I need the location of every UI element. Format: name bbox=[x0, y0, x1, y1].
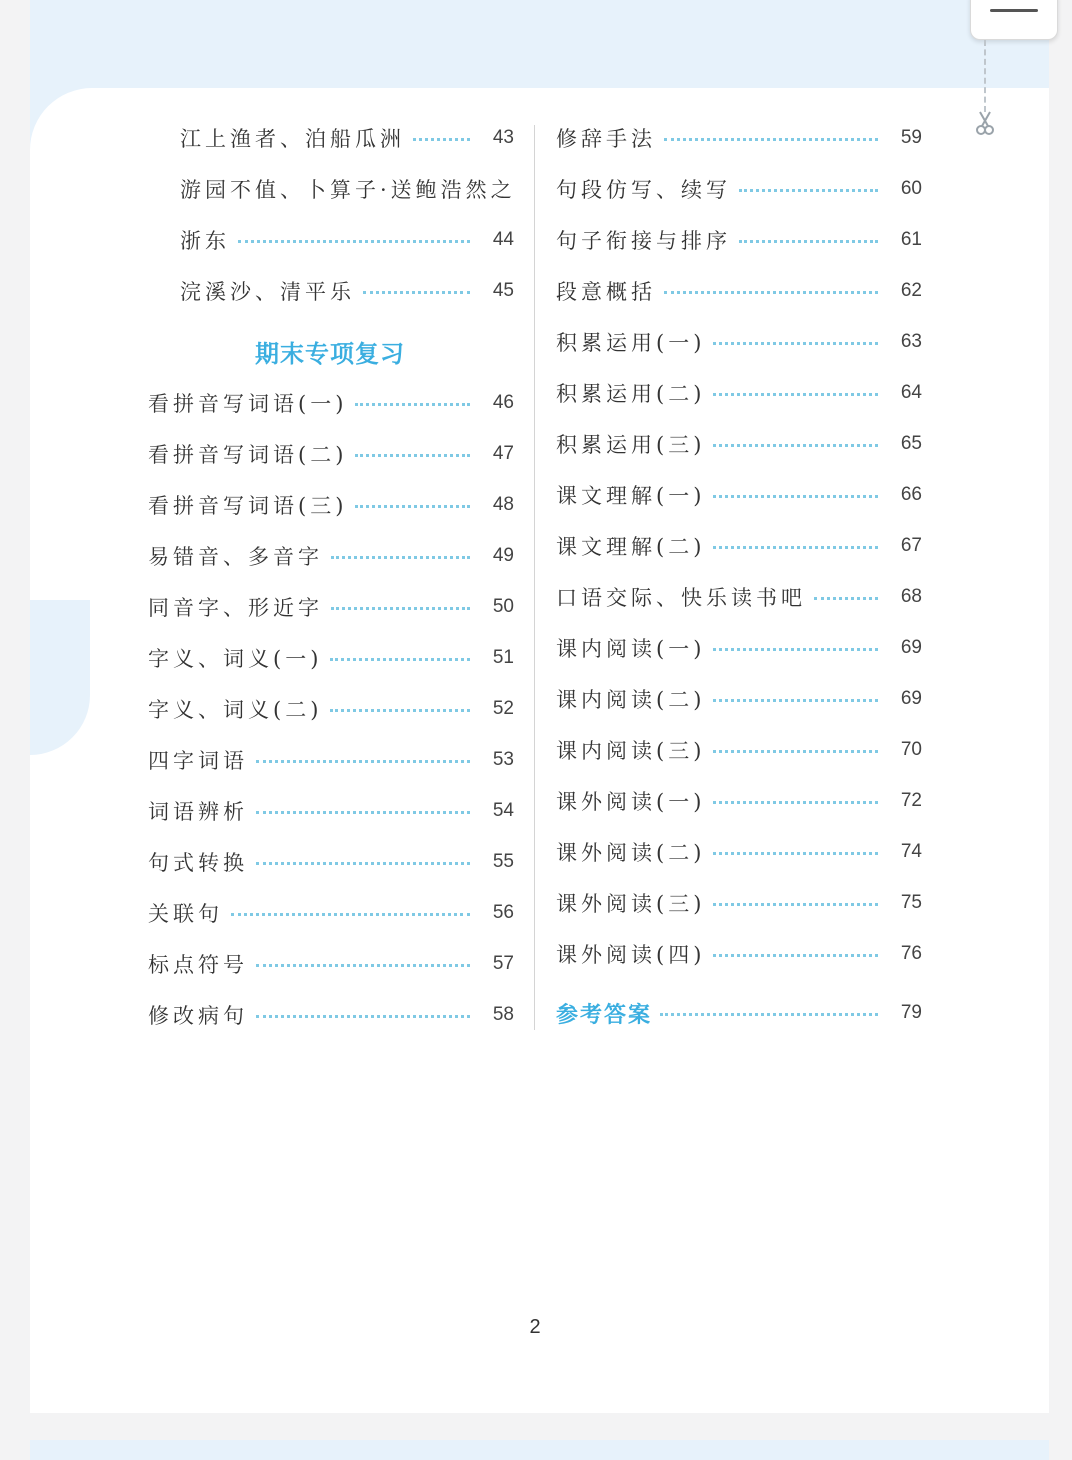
toc-entry-page: 63 bbox=[900, 331, 922, 352]
toc-entry-title: 同音字、形近字 bbox=[148, 596, 323, 620]
toc-leader-dots bbox=[713, 495, 878, 498]
dashed-cut-line bbox=[984, 40, 986, 112]
toc-entry-title: 课外阅读(一) bbox=[556, 790, 706, 814]
toc-entry-page: 67 bbox=[900, 535, 922, 556]
toc-entry[interactable] bbox=[556, 220, 922, 260]
toc-entry-title: 四字词语 bbox=[148, 749, 248, 773]
toc-leader-dots bbox=[256, 1015, 470, 1018]
toc-entry-page: 50 bbox=[492, 596, 514, 617]
toc-entry-title: 课外阅读(四) bbox=[556, 943, 706, 967]
toc-entry[interactable] bbox=[556, 373, 922, 413]
toc-entry-title: 课内阅读(一) bbox=[556, 637, 706, 661]
toc-leader-dots bbox=[256, 760, 470, 763]
toc-entry-answers[interactable] bbox=[556, 993, 922, 1033]
toc-entry[interactable] bbox=[556, 424, 922, 464]
toc-entry[interactable] bbox=[180, 118, 514, 158]
toc-entry[interactable] bbox=[556, 628, 922, 668]
toc-leader-dots bbox=[814, 597, 878, 600]
toc-leader-dots bbox=[330, 709, 470, 712]
toc-leader-dots bbox=[713, 444, 878, 447]
toc-entry[interactable] bbox=[556, 526, 922, 566]
toc-entry-page: 68 bbox=[900, 586, 922, 607]
answers-title: 参考答案 bbox=[556, 1002, 653, 1028]
toc-entry-title: 游园不值、卜算子·送鲍浩然之 bbox=[180, 178, 516, 202]
toc-entry-title: 修辞手法 bbox=[556, 127, 656, 151]
toc-entry[interactable] bbox=[556, 169, 922, 209]
toc-entry-page: 62 bbox=[900, 280, 922, 301]
toc-entry-title: 积累运用(一) bbox=[556, 331, 706, 355]
toc-entry-title: 课文理解(二) bbox=[556, 535, 706, 559]
toc-leader-dots bbox=[713, 954, 878, 957]
toc-entry-page: 53 bbox=[492, 749, 514, 770]
column-divider bbox=[534, 125, 535, 1030]
toc-entry-title: 修改病句 bbox=[148, 1004, 248, 1028]
toc-entry-title: 易错音、多音字 bbox=[148, 545, 323, 569]
toc-entry-title: 看拼音写词语(二) bbox=[148, 443, 348, 467]
toc-entry-page: 74 bbox=[900, 841, 922, 862]
toc-entry-page: 75 bbox=[900, 892, 922, 913]
toc-leader-dots bbox=[256, 964, 470, 967]
toc-entry[interactable] bbox=[556, 118, 922, 158]
toc-entry[interactable] bbox=[148, 995, 514, 1035]
toc-entry[interactable] bbox=[556, 883, 922, 923]
toc-leader-dots bbox=[256, 862, 470, 865]
toc-entry-title: 字义、词义(一) bbox=[148, 647, 323, 671]
toc-entry-page: 43 bbox=[492, 127, 514, 148]
toc-leader-dots bbox=[713, 852, 878, 855]
toc-leader-dots bbox=[713, 699, 878, 702]
toc-leader-dots bbox=[331, 607, 470, 610]
toc-entry-page: 56 bbox=[492, 902, 514, 923]
toc-entry-page: 47 bbox=[492, 443, 514, 464]
toc-entry[interactable] bbox=[556, 322, 922, 362]
toc-entry[interactable] bbox=[148, 740, 514, 780]
toc-entry-page: 76 bbox=[900, 943, 922, 964]
toc-leader-dots bbox=[355, 403, 470, 406]
toc-entry-title: 课内阅读(二) bbox=[556, 688, 706, 712]
toc-entry-title: 积累运用(三) bbox=[556, 433, 706, 457]
toc-entry[interactable] bbox=[148, 638, 514, 678]
toc-leader-dots bbox=[713, 342, 878, 345]
toc-leader-dots bbox=[330, 658, 470, 661]
toc-leader-dots bbox=[713, 750, 878, 753]
toc-entry-page: 51 bbox=[492, 647, 514, 668]
toc-entry-title: 课外阅读(三) bbox=[556, 892, 706, 916]
toc-entry[interactable] bbox=[148, 791, 514, 831]
toc-leader-dots bbox=[413, 138, 470, 141]
toc-entry-title: 课内阅读(三) bbox=[556, 739, 706, 763]
page-number: 2 bbox=[529, 1316, 541, 1338]
toc-entry-page: 61 bbox=[900, 229, 922, 250]
toc-leader-dots bbox=[660, 1013, 878, 1016]
toc-entry[interactable] bbox=[556, 679, 922, 719]
toc-entry-page: 55 bbox=[492, 851, 514, 872]
toc-entry-page: 69 bbox=[900, 688, 922, 709]
toc-entry-title: 句段仿写、续写 bbox=[556, 178, 731, 202]
toc-entry-title: 词语辨析 bbox=[148, 800, 248, 824]
toc-entry-title: 江上渔者、泊船瓜洲 bbox=[180, 127, 405, 151]
toc-entry-title: 浣溪沙、清平乐 bbox=[180, 280, 355, 304]
toc-entry[interactable] bbox=[556, 271, 922, 311]
toc-entry-page: 60 bbox=[900, 178, 922, 199]
toc-entry-title: 标点符号 bbox=[148, 953, 248, 977]
toc-leader-dots bbox=[739, 189, 878, 192]
toc-entry-title: 句式转换 bbox=[148, 851, 248, 875]
toc-entry[interactable] bbox=[556, 577, 922, 617]
toc-entry-page: 69 bbox=[900, 637, 922, 658]
toc-entry-page: 44 bbox=[492, 229, 514, 250]
toc-entry[interactable] bbox=[180, 169, 514, 209]
toc-entry-title: 课文理解(一) bbox=[556, 484, 706, 508]
toc-leader-dots bbox=[713, 903, 878, 906]
toc-leader-dots bbox=[363, 291, 470, 294]
toc-entry-title: 积累运用(二) bbox=[556, 382, 706, 406]
toc-entry[interactable] bbox=[148, 434, 514, 474]
toc-entry-title: 看拼音写词语(三) bbox=[148, 494, 348, 518]
toc-entry-page: 65 bbox=[900, 433, 922, 454]
toc-entry[interactable] bbox=[148, 842, 514, 882]
top-decorative-band bbox=[30, 0, 1049, 90]
toc-leader-dots bbox=[739, 240, 878, 243]
toc-entry[interactable] bbox=[556, 934, 922, 974]
toc-entry-page: 58 bbox=[492, 1004, 514, 1025]
toc-entry[interactable] bbox=[148, 689, 514, 729]
toc-entry[interactable] bbox=[180, 220, 514, 260]
toc-leader-dots bbox=[713, 546, 878, 549]
toc-entry-page: 48 bbox=[492, 494, 514, 515]
toc-leader-dots bbox=[355, 454, 470, 457]
toc-entry-page: 79 bbox=[900, 1002, 922, 1023]
toc-entry-title: 关联句 bbox=[148, 902, 223, 926]
section-heading: 期末专项复习 bbox=[255, 340, 405, 368]
toc-entry-page: 54 bbox=[492, 800, 514, 821]
toc-entry-title: 课外阅读(二) bbox=[556, 841, 706, 865]
toc-leader-dots bbox=[664, 291, 878, 294]
next-page-strip bbox=[30, 1440, 1049, 1460]
toc-entry[interactable] bbox=[556, 832, 922, 872]
toc-entry-page: 70 bbox=[900, 739, 922, 760]
drag-handle-icon[interactable] bbox=[990, 9, 1038, 12]
toc-entry-title: 段意概括 bbox=[556, 280, 656, 304]
toc-entry-page: 66 bbox=[900, 484, 922, 505]
toc-leader-dots bbox=[664, 138, 878, 141]
toc-entry-title: 字义、词义(二) bbox=[148, 698, 323, 722]
toc-leader-dots bbox=[713, 648, 878, 651]
toc-entry-page: 64 bbox=[900, 382, 922, 403]
scissors-icon bbox=[973, 110, 997, 136]
toc-leader-dots bbox=[355, 505, 470, 508]
toc-entry[interactable] bbox=[556, 781, 922, 821]
toc-entry-page: 49 bbox=[492, 545, 514, 566]
toc-entry[interactable] bbox=[148, 485, 514, 525]
toc-entry-title: 句子衔接与排序 bbox=[556, 229, 731, 253]
toc-entry-page: 72 bbox=[900, 790, 922, 811]
toc-entry[interactable] bbox=[556, 475, 922, 515]
toc-entry-title: 口语交际、快乐读书吧 bbox=[556, 586, 806, 610]
toc-entry[interactable] bbox=[180, 271, 514, 311]
toc-leader-dots bbox=[238, 240, 470, 243]
toc-entry-title: 看拼音写词语(一) bbox=[148, 392, 348, 416]
toc-entry-page: 57 bbox=[492, 953, 514, 974]
toc-entry[interactable] bbox=[148, 383, 514, 423]
toc-entry-page: 46 bbox=[492, 392, 514, 413]
toc-leader-dots bbox=[256, 811, 470, 814]
toc-entry[interactable] bbox=[148, 893, 514, 933]
toc-leader-dots bbox=[231, 913, 470, 916]
toc-entry-page: 52 bbox=[492, 698, 514, 719]
toc-leader-dots bbox=[713, 801, 878, 804]
pull-tab[interactable] bbox=[970, 0, 1058, 40]
toc-entry-page: 59 bbox=[900, 127, 922, 148]
toc-leader-dots bbox=[331, 556, 470, 559]
toc-entry[interactable] bbox=[148, 944, 514, 984]
toc-entry-title: 浙东 bbox=[180, 229, 230, 253]
toc-entry-page: 45 bbox=[492, 280, 514, 301]
toc-leader-dots bbox=[713, 393, 878, 396]
toc-entry[interactable] bbox=[148, 536, 514, 576]
toc-entry[interactable] bbox=[556, 730, 922, 770]
toc-entry[interactable] bbox=[148, 587, 514, 627]
